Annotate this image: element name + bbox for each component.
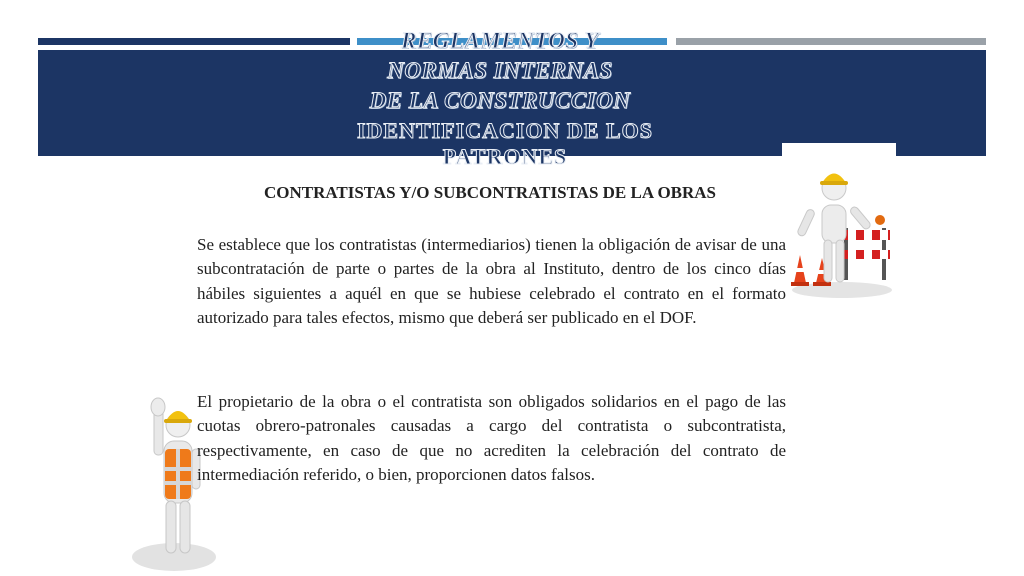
section-subtitle: CONTRATISTAS Y/O SUBCONTRATISTAS DE LA OBRAS <box>263 183 717 202</box>
title-line-2: NORMAS INTERNAS <box>387 58 613 83</box>
paragraph-1: Se establece que los contratistas (intermediarios) tienen la obligación de avisar de una subcontratación de parte o partes de la obra al Instituto, dentro de los cinco días hábiles siguientes a aquél en que se hubiese celebrado el contrato en el formato autorizado para tales efectos, mismo que deberá ser publicado en el DOF. <box>197 235 786 328</box>
accent-bar-right <box>676 38 986 45</box>
title-line-4: IDENTIFICACION DE LOS PATRONES <box>356 118 654 169</box>
worker-with-barrier-icon <box>782 150 896 300</box>
title-line-1: REGLAMENTOS Y <box>400 28 599 53</box>
paragraph-2: El propietario de la obra o el contratista son obligados solidarios en el pago de las cuotas obrero-patronales causadas a cargo del contratista o subcontratista, respectivamente, en caso de que no acrediten la celebración del contrato de intermediación referido, o bien, proporcionen datos falsos. <box>197 392 786 485</box>
title-line-3: DE LA CONSTRUCCION <box>369 88 631 113</box>
